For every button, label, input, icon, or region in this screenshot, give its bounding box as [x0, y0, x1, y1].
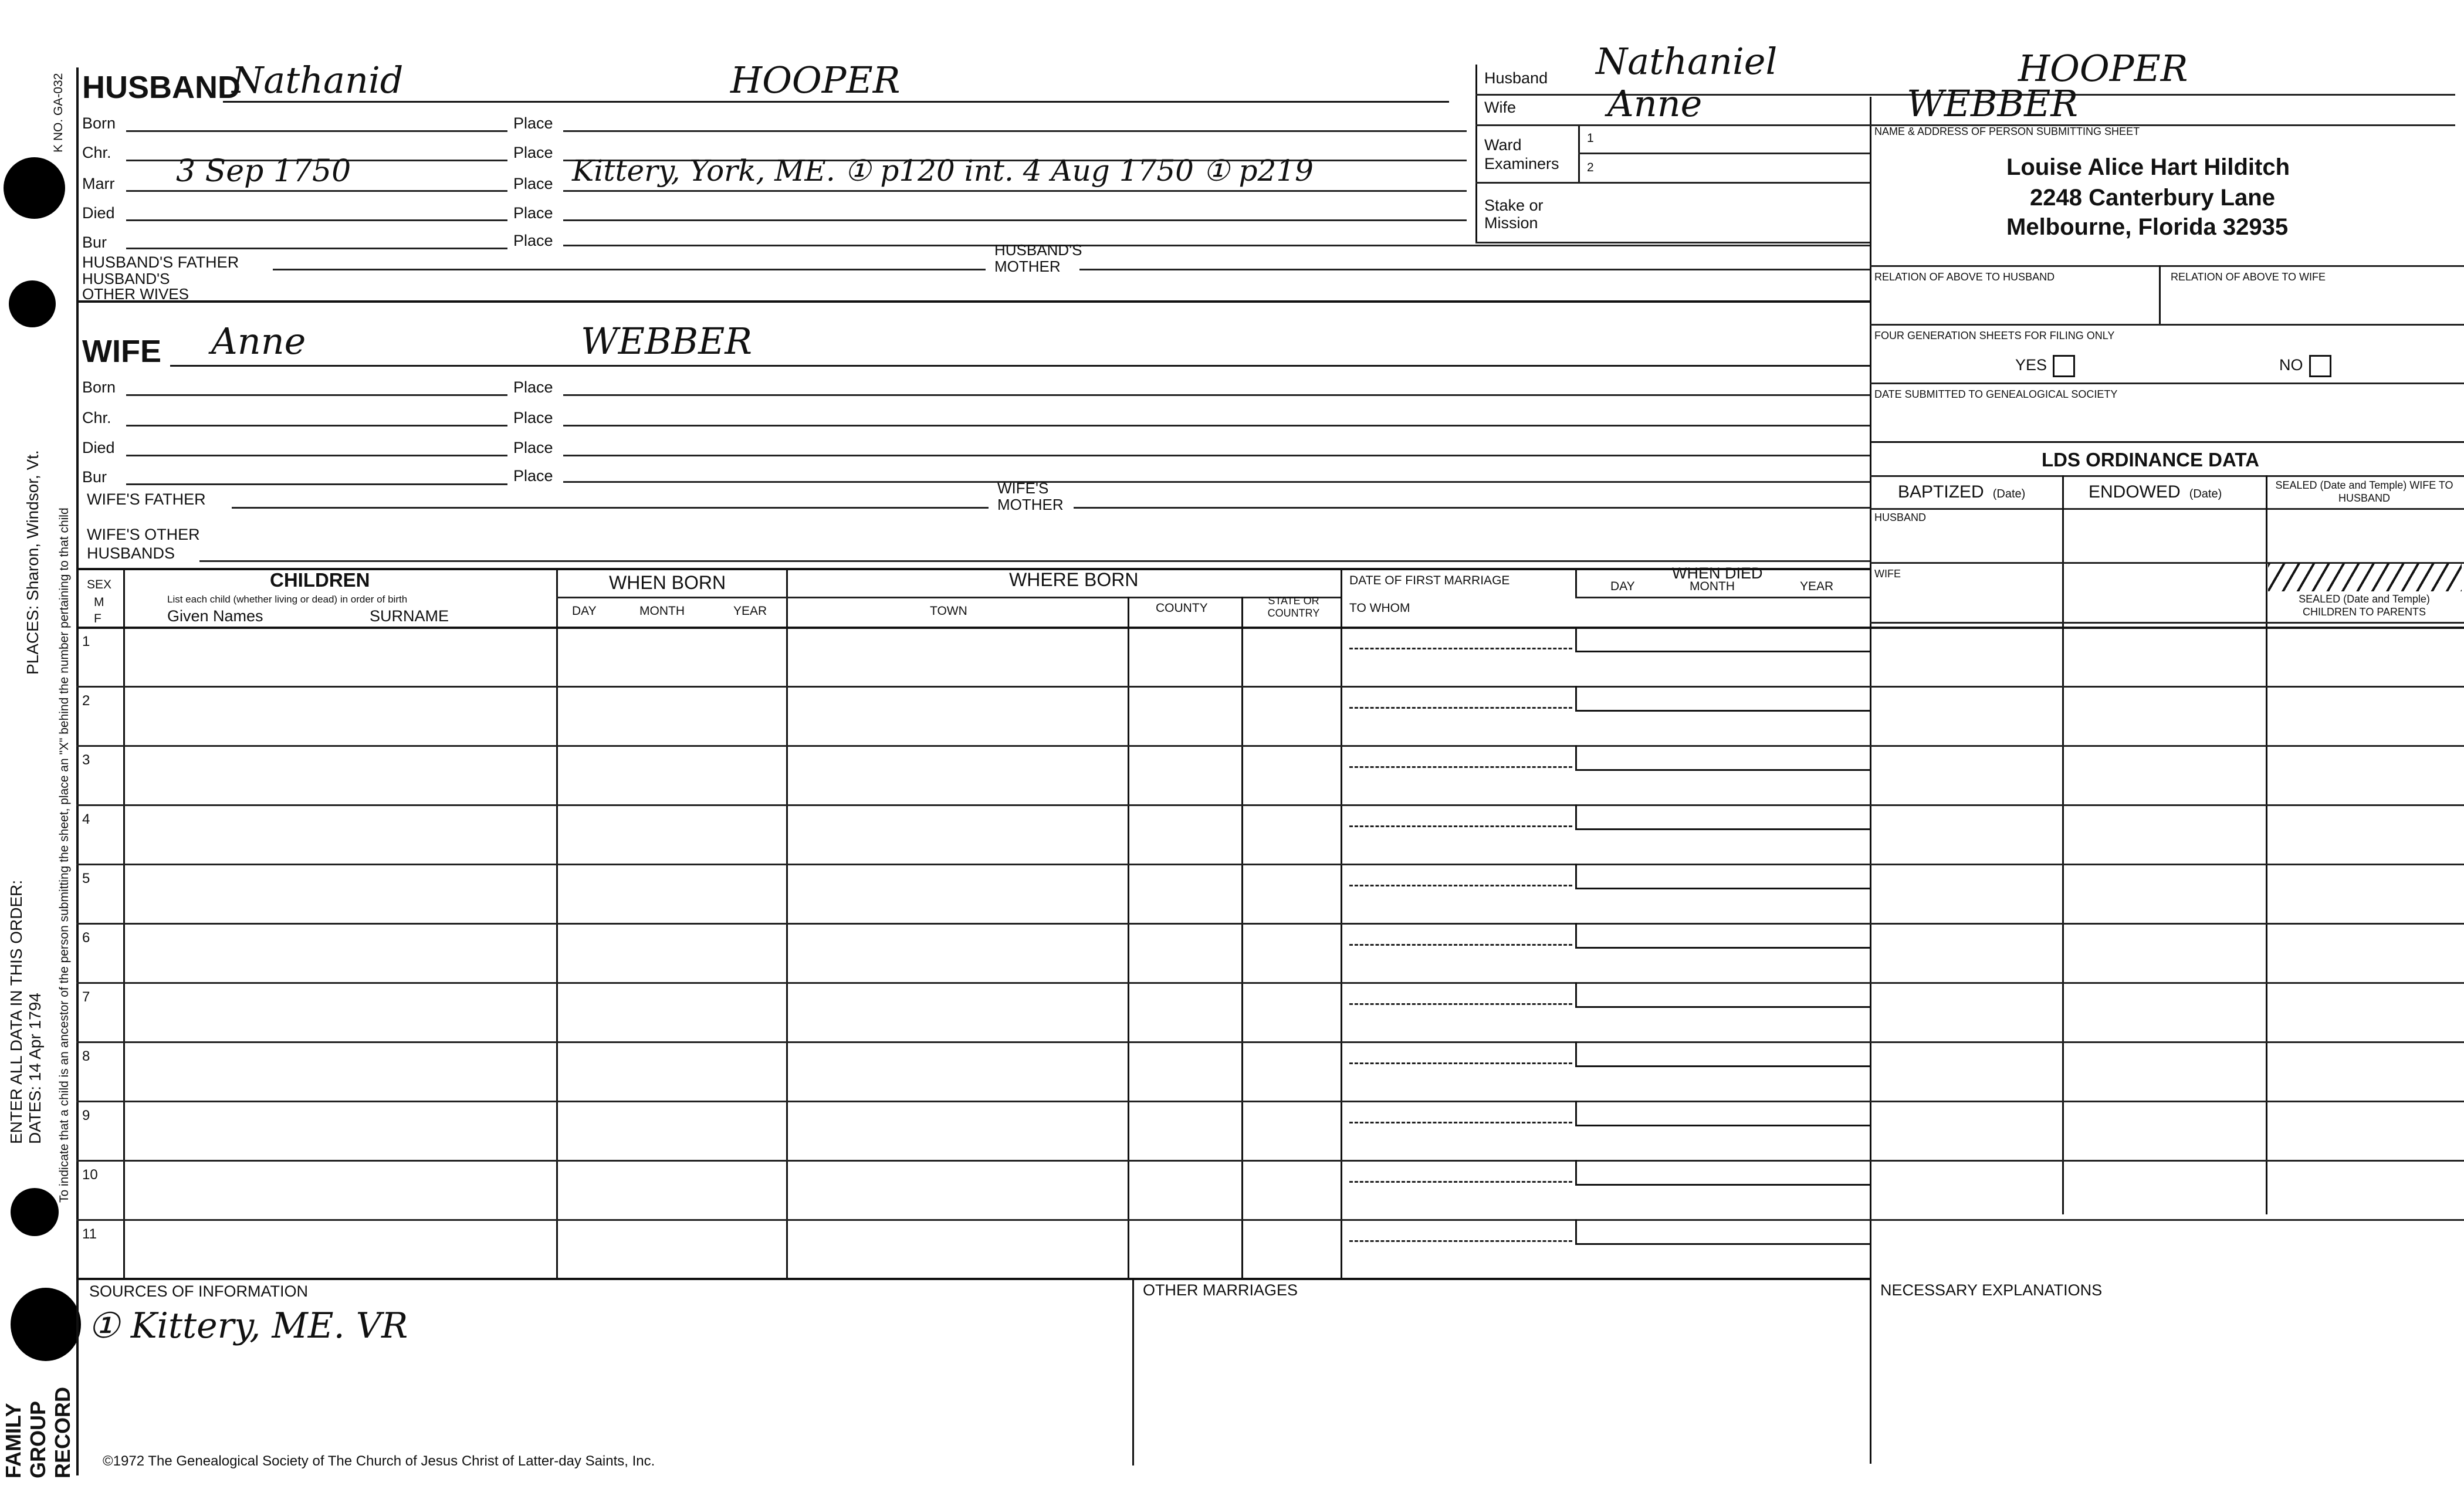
husband-other-wives-label: HUSBAND'S OTHER WIVES	[82, 270, 189, 303]
examiner-line-1	[1578, 153, 1870, 154]
died-day-label: DAY	[1610, 580, 1635, 593]
submitter-bottom-line	[1870, 265, 2464, 267]
sealed-children-label: SEALED (Date and Temple) CHILDREN TO PARENTS	[2299, 593, 2430, 618]
lds-baptized	[1898, 482, 2025, 502]
yes-checkbox[interactable]	[2053, 355, 2075, 377]
child-row-number: 7	[82, 989, 90, 1005]
when-died-col	[1575, 568, 1577, 597]
no-label: NO	[2279, 356, 2303, 374]
children-title: CHILDREN	[270, 569, 370, 591]
child-row-number: 10	[82, 1167, 98, 1183]
relation-bottom-line	[1870, 324, 2464, 326]
left-border	[76, 67, 79, 1475]
date-submitted-bottom-line	[1870, 441, 2464, 443]
four-gen-no[interactable]	[2279, 355, 2331, 377]
to-whom-label: TO WHOM	[1349, 601, 1410, 615]
husband-chr-label: Chr.	[82, 144, 111, 161]
date-submitted-label: DATE SUBMITTED TO GENEALOGICAL SOCIETY	[1874, 388, 2118, 400]
punch-hole	[11, 1188, 59, 1236]
lds-col-2	[2266, 475, 2267, 1214]
child-marriage-dash	[1349, 648, 1572, 649]
children-instruction: List each child (whether living or dead) in order of birth	[167, 594, 408, 605]
four-gen-label: FOUR GENERATION SHEETS FOR FILING ONLY	[1874, 330, 2115, 341]
husband-born-label: Born	[82, 114, 116, 132]
child-died-bracket	[1575, 627, 1870, 652]
child-died-bracket	[1575, 686, 1870, 712]
child-died-bracket	[1575, 1219, 1870, 1245]
submitter-city: Melbourne, Florida 32935	[2006, 214, 2289, 240]
lds-wife-row-line	[1870, 622, 2464, 624]
child-marriage-dash	[1349, 1062, 1572, 1064]
husband-born-place-label: Place	[513, 114, 553, 132]
child-row-line	[76, 982, 2464, 984]
wife-chr-place-label: Place	[513, 409, 553, 427]
ward-label: Ward	[1484, 136, 1522, 154]
submitter-street: 2248 Canterbury Lane	[2030, 185, 2275, 211]
husband-mother-label: HUSBAND'S MOTHER	[994, 241, 1082, 275]
examiner-line-2	[1475, 182, 1870, 184]
where-born-label: WHERE BORN	[1009, 569, 1139, 590]
husband-surname: HOOPER	[730, 59, 901, 101]
child-row-number: 3	[82, 752, 90, 768]
sources-label: SOURCES OF INFORMATION	[89, 1282, 309, 1300]
child-row-number: 6	[82, 930, 90, 946]
child-row-line	[76, 1160, 2464, 1162]
children-header-bottom	[76, 627, 2464, 629]
wife-father-line	[232, 507, 989, 509]
born-year-label: YEAR	[733, 604, 767, 618]
child-row-number: 5	[82, 871, 90, 886]
relation-wife-label: RELATION OF ABOVE TO WIFE	[2171, 271, 2326, 283]
husband-mother-line	[1079, 269, 1870, 270]
child-died-bracket	[1575, 1160, 1870, 1186]
margin-dates: DATES: 14 Apr 1794	[26, 993, 44, 1144]
wife-father-label: WIFE'S FATHER	[87, 490, 206, 508]
copyright: ©1972 The Genealogical Society of The Church of Jesus Christ of Latter-day Saints, Inc.	[103, 1453, 655, 1469]
wife-died-place-label: Place	[513, 439, 553, 456]
husband-died-line	[126, 219, 507, 221]
died-year-label: YEAR	[1800, 580, 1834, 593]
husband-marr-place: Kittery, York, ME. ① p120 int. 4 Aug 1750 ① p219	[572, 154, 1314, 188]
wife-bur-place-line	[563, 481, 1870, 483]
husband-section-bottom	[76, 300, 1870, 303]
other-marriages-label: OTHER MARRIAGES	[1143, 1281, 1298, 1299]
form-title-record: RECORD	[50, 1386, 75, 1478]
county-label: COUNTY	[1156, 601, 1208, 615]
died-sub-line	[1575, 597, 1870, 598]
punch-hole	[11, 1288, 81, 1361]
lds-husband-label: HUSBAND	[1874, 512, 1927, 523]
baptized-date-label: (Date)	[1992, 488, 2026, 500]
margin-enter: ENTER ALL DATA IN THIS ORDER:	[7, 879, 25, 1144]
born-month-label: MONTH	[639, 604, 685, 618]
form-code: K NO. GA-032	[52, 73, 65, 153]
town-label: TOWN	[930, 604, 967, 618]
right-column-divider	[1870, 97, 1871, 1464]
wife-given-name: Anne	[211, 320, 306, 363]
header-husband-value: Nathaniel	[1596, 40, 1778, 83]
lds-wife-label: WIFE	[1874, 568, 1901, 580]
lds-title-line	[1870, 475, 2464, 477]
stake-label: Stake or	[1484, 197, 1544, 214]
child-row-line	[76, 804, 2464, 806]
husband-bur-label: Bur	[82, 233, 107, 251]
yes-label: YES	[2015, 356, 2047, 374]
lds-header-line	[1870, 508, 2464, 510]
form-title-family: FAMILY	[1, 1403, 25, 1478]
child-died-bracket	[1575, 923, 1870, 949]
sex-m-label: M	[94, 595, 104, 609]
examiner-2: 2	[1587, 161, 1594, 174]
child-row-number: 1	[82, 634, 90, 649]
header-box-left	[1475, 65, 1477, 243]
died-month-label: MONTH	[1690, 580, 1735, 593]
margin-instruction: To indicate that a child is an ancestor of the person submitting the sheet, place an "X" behind the number pertaining to that child	[57, 507, 71, 1203]
baptized-label: BAPTIZED	[1898, 482, 1984, 502]
sex-label: SEX	[87, 578, 112, 591]
when-born-sub-line	[556, 597, 786, 598]
submitter-name: Louise Alice Hart Hilditch	[2006, 154, 2290, 180]
lds-title: LDS ORDINANCE DATA	[2042, 449, 2259, 471]
child-died-bracket	[1575, 745, 1870, 771]
child-row-line	[76, 745, 2464, 747]
footer-divider	[1132, 1278, 1134, 1465]
punch-hole	[9, 280, 56, 327]
relation-divider	[2159, 265, 2161, 324]
husband-marr-label: Marr	[82, 175, 115, 192]
child-marriage-dash	[1349, 1240, 1572, 1242]
wife-mother-label: WIFE'S MOTHER	[997, 479, 1064, 513]
husband-marr-date: 3 Sep 1750	[176, 154, 351, 189]
form-title-group: GROUP	[26, 1400, 50, 1478]
wife-name-line	[170, 365, 1870, 367]
sex-f-label: F	[94, 612, 101, 625]
child-row-line	[76, 686, 2464, 688]
footer-top-line	[76, 1278, 1870, 1280]
county-col	[1128, 597, 1129, 1278]
child-died-bracket	[1575, 804, 1870, 830]
header-wife-surname: WEBBER	[1907, 82, 2079, 125]
child-marriage-dash	[1349, 1003, 1572, 1005]
four-gen-bottom-line	[1870, 383, 2464, 384]
wife-heading: WIFE	[82, 334, 161, 369]
husband-given-name: Nathanid	[232, 59, 404, 101]
child-marriage-dash	[1349, 1181, 1572, 1183]
husband-father-line	[273, 269, 986, 270]
sealed-wife-label: SEALED (Date and Temple) WIFE TO HUSBAND	[2275, 479, 2453, 504]
wife-born-place-label: Place	[513, 378, 553, 396]
given-names-label: Given Names	[167, 607, 263, 625]
child-died-bracket	[1575, 1041, 1870, 1067]
wife-died-label: Died	[82, 439, 115, 456]
husband-died-label: Died	[82, 204, 115, 222]
wife-bur-line	[126, 483, 507, 485]
husband-born-place-line	[563, 130, 1467, 132]
wife-surname: WEBBER	[581, 320, 753, 363]
state-label: STATE OR COUNTRY	[1267, 595, 1320, 619]
child-died-bracket	[1575, 1101, 1870, 1126]
stake-line	[1475, 242, 1870, 243]
child-marriage-dash	[1349, 1122, 1572, 1123]
husband-heading: HUSBAND	[82, 70, 241, 105]
header-husband-surname: HOOPER	[2018, 47, 2188, 90]
child-marriage-dash	[1349, 885, 1572, 886]
punch-hole	[4, 157, 65, 219]
wife-bur-place-label: Place	[513, 467, 553, 485]
sources-value: ① Kittery, ME. VR	[88, 1305, 408, 1346]
child-marriage-dash	[1349, 825, 1572, 827]
child-marriage-dash	[1349, 707, 1572, 709]
endowed-label: ENDOWED	[2089, 482, 2181, 502]
child-row-number: 9	[82, 1108, 90, 1123]
header-wife-label: Wife	[1484, 99, 1516, 116]
child-row-line	[76, 1041, 2464, 1043]
lds-endowed	[2089, 482, 2222, 502]
surname-label: SURNAME	[370, 607, 449, 625]
lds-col-1	[2062, 475, 2064, 1214]
first-marriage-label: DATE OF FIRST MARRIAGE	[1349, 574, 1510, 587]
wife-chr-label: Chr.	[82, 409, 111, 427]
husband-marr-place-line	[563, 190, 1467, 192]
wife-born-place-line	[563, 394, 1870, 396]
child-row-number: 8	[82, 1048, 90, 1064]
wife-chr-line	[126, 425, 507, 427]
wife-bur-label: Bur	[82, 468, 107, 486]
husband-died-place-label: Place	[513, 204, 553, 222]
child-row-line	[76, 1101, 2464, 1102]
husband-father-label: HUSBAND'S FATHER	[82, 253, 239, 271]
husband-bur-line	[126, 248, 507, 249]
child-died-bracket	[1575, 982, 1870, 1008]
wife-born-line	[126, 394, 507, 396]
wife-died-line	[126, 455, 507, 456]
examiners-label: Examiners	[1484, 155, 1559, 172]
born-day-label: DAY	[572, 604, 597, 618]
husband-chr-place-label: Place	[513, 144, 553, 161]
examiner-1: 1	[1587, 131, 1594, 145]
four-gen-yes[interactable]	[2015, 355, 2075, 377]
husband-bur-place-label: Place	[513, 232, 553, 249]
husband-died-place-line	[563, 219, 1467, 221]
child-row-number: 2	[82, 693, 90, 709]
mission-label: Mission	[1484, 214, 1538, 232]
margin-places: PLACES: Sharon, Windsor, Vt.	[23, 450, 42, 675]
header-husband-label: Husband	[1484, 69, 1548, 87]
child-row-line	[76, 923, 2464, 925]
state-col	[1241, 597, 1243, 1278]
wife-other-husbands-label: WIFE'S OTHER HUSBANDS	[87, 526, 200, 562]
when-born-label: WHEN BORN	[609, 572, 726, 593]
wife-other-husbands-line	[199, 560, 1870, 562]
child-row-number: 4	[82, 811, 90, 827]
husband-marr-place-label: Place	[513, 175, 553, 192]
child-died-bracket	[1575, 864, 1870, 889]
husband-bur-place-line	[563, 245, 1870, 246]
husband-marr-line	[126, 190, 507, 192]
child-marriage-dash	[1349, 944, 1572, 946]
relation-husband-label: RELATION OF ABOVE TO HUSBAND	[1874, 271, 2055, 283]
child-row-number: 11	[82, 1226, 97, 1242]
wife-died-place-line	[563, 455, 1870, 456]
no-checkbox[interactable]	[2309, 355, 2331, 377]
wife-chr-place-line	[563, 425, 1870, 427]
explanations-label: NECESSARY EXPLANATIONS	[1880, 1281, 2103, 1299]
header-wife-value: Anne	[1607, 82, 1703, 125]
husband-born-line	[126, 130, 507, 132]
sealed-hatching	[2268, 563, 2462, 591]
child-row-line	[76, 864, 2464, 865]
child-row-line	[76, 1219, 2464, 1221]
when-died-label: WHEN DIED	[1672, 564, 1763, 582]
endowed-date-label: (Date)	[2189, 488, 2222, 500]
submitter-label: NAME & ADDRESS OF PERSON SUBMITTING SHEET	[1874, 126, 2140, 137]
wife-born-label: Born	[82, 378, 116, 396]
wife-mother-line	[1074, 507, 1870, 509]
child-marriage-dash	[1349, 766, 1572, 768]
